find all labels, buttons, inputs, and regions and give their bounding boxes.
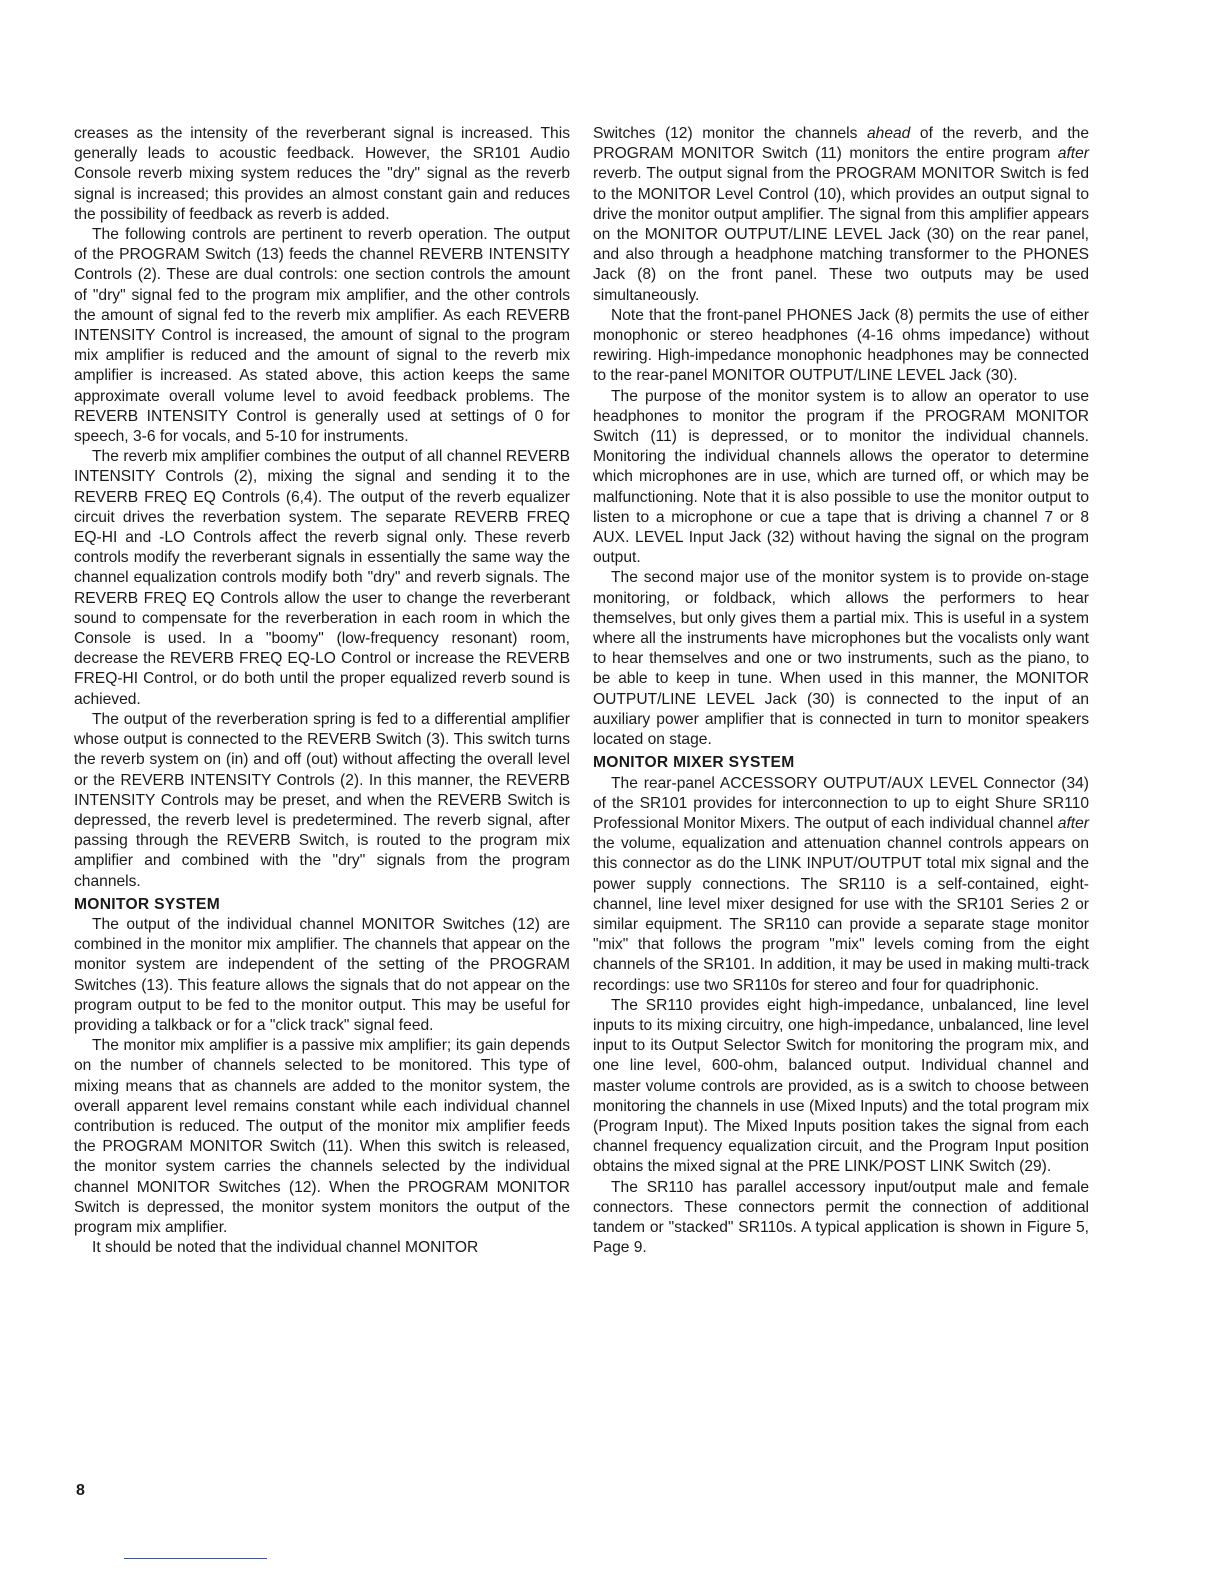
paragraph: Note that the front-panel PHONES Jack (8) permits the use of either monophonic or stereo headphones (4-16 ohms impedance) without rewiring. High-impedance monophonic headphones may be connected to the rear-panel MONITOR OUTPUT/LINE LEVEL Jack (30).	[593, 306, 1089, 385]
page-number: 8	[76, 1482, 85, 1499]
text-run: The rear-panel ACCESSORY OUTPUT/AUX LEVEL Connector (34) of the SR101 provides for interconnection to up to eight Shure SR110 Professional Monitor Mixers. The output of each individual channel	[593, 774, 1089, 832]
left-column	[74, 124, 570, 1258]
text-run: reverb. The output signal from the PROGRAM MONITOR Switch is fed to the MONITOR Level Control (10), which provides an output signal to drive the monitor output amplifier. The signal from this amplifier appears on the MONITOR OUTPUT/LINE LEVEL Jack (30) on the rear panel, and also through a headphone matching transformer to the PHONES Jack (8) on the front panel. These two outputs may be used simultaneously.	[593, 165, 1089, 304]
paragraph: The following controls are pertinent to reverb operation. The output of the PROGRAM Switch (13) feeds the channel REVERB INTENSITY Controls (2). These are dual controls: one section controls the amount of "dry" signal fed to the program mix amplifier, and the other controls the amount of signal fed to the reverb mix amplifier. As each REVERB INTENSITY Control is increased, the amount of signal to the program mix amplifier is reduced and the amount of signal to the reverb mix amplifier is increased. As stated above, this action keeps the same approximate overall volume level to avoid feedback problems. The REVERB INTENSITY Control is generally used at settings of 0 for speech, 3-6 for vocals, and 5-10 for instruments.	[74, 226, 570, 446]
paragraph: The SR110 has parallel accessory input/output male and female connectors. These connectors permit the connection of additional tandem or "stacked" SR110s. A typical application is shown in Figure 5, Page 9.	[593, 1178, 1089, 1257]
section-heading-monitor-system: MONITOR SYSTEM	[74, 895, 220, 913]
emphasis: after	[1057, 145, 1089, 163]
emphasis: after	[1057, 814, 1089, 832]
footer-rule	[124, 1558, 267, 1559]
paragraph: The purpose of the monitor system is to allow an operator to use headphones to monitor the program if the PROGRAM MONITOR Switch (11) is depressed, or to monitor the individual channels. Monitoring the individual channels allows the operator to determine which microphones are in use, which are turned off, or which may be malfunctioning. Note that it is also possible to use the monitor output to listen to a microphone or cue a tape that is driving a channel 7 or 8 AUX. LEVEL Input Jack (32) without having the signal on the program output.	[593, 387, 1089, 567]
paragraph: The second major use of the monitor system is to provide on-stage monitoring, or foldback, which allows the performers to hear themselves, but only gives them a partial mix. This is useful in a system where all the instruments have microphones but the vocalists only want to hear themselves and one or two instruments, such as the piano, to be able to keep in tune. When used in this manner, the MONITOR OUTPUT/LINE LEVEL Jack (30) is connected to the input of an auxiliary power amplifier that is connected in turn to monitor speakers located on stage.	[593, 569, 1089, 749]
paragraph: It should be noted that the individual channel MONITOR	[92, 1239, 479, 1257]
section-heading-monitor-mixer-system: MONITOR MIXER SYSTEM	[593, 754, 795, 772]
paragraph: The output of the individual channel MONITOR Switches (12) are combined in the monitor mix amplifier. The channels that appear on the monitor system are independent of the setting of the PROGRAM Switches (13). This feature allows the signals that do not appear on the program output to be fed to the monitor output. This may be useful for providing a talkback or for a "click track" signal feed.	[74, 915, 570, 1034]
text-run: Switches (12) monitor the channels	[593, 125, 867, 142]
emphasis: ahead	[866, 125, 911, 142]
text-run: of the reverb, and the PROGRAM MONITOR Switch (11) monitors the entire program	[593, 125, 1089, 163]
paragraph: creases as the intensity of the reverberant signal is increased. This generally leads to acoustic feedback. However, the SR101 Audio Console reverb mixing system reduces the "dry" signal as the reverb signal is increased; this provides an almost constant gain and reduces the possibility of feedback as reverb is added.	[74, 125, 570, 223]
paragraph: The reverb mix amplifier combines the output of all channel REVERB INTENSITY Controls (2), mixing the signal and sending it to the REVERB FREQ EQ Controls (6,4). The output of the reverb equalizer circuit drives the reverbation system. The separate REVERB FREQ EQ-HI and -LO Controls affect the reverb signal only. These reverb controls modify the reverberant signals in essentially the same way the channel equalization controls modify both "dry" and reverb signals. The REVERB FREQ EQ Controls allow the user to change the reverberant sound to compensate for the reverberation in each room in which the Console is used. In a "boomy" (low-frequency resonant) room, decrease the REVERB FREQ EQ-LO Control or increase the REVERB FREQ-HI Control, or do both until the proper equalized reverb sound is achieved.	[74, 448, 570, 708]
paragraph	[593, 774, 1089, 996]
right-column	[593, 124, 1089, 1258]
paragraph	[593, 124, 1089, 306]
text-run: the volume, equalization and attenuation channel controls appears on this connector as do the LINK INPUT/OUTPUT total mix signal and the power supply connections. The SR110 is a self-contained, eight-channel, line level mixer designed for use with the SR101 Series 2 or similar equipment. The SR110 can provide a separate stage monitor "mix" that follows the program "mix" levels coming from the eight channels of the SR101. In addition, it may be used in making multi-track recordings: use two SR110s for stereo and four for quadriphonic.	[593, 835, 1089, 994]
paragraph: The output of the reverberation spring is fed to a differential amplifier whose output is connected to the REVERB Switch (3). This switch turns the reverb system on (in) and off (out) without affecting the overall level or the REVERB INTENSITY Controls (2). In this manner, the REVERB INTENSITY Controls may be preset, and when the REVERB Switch is depressed, the reverb level is predetermined. The reverb signal, after passing through the REVERB Switch, is routed to the program mix amplifier and combined with the "dry" signals from the program channels.	[74, 710, 570, 890]
paragraph: The SR110 provides eight high-impedance, unbalanced, line level inputs to its mixing circuitry, one high-impedance, unbalanced, line level input to its Output Selector Switch for monitoring the program mix, and one line level, 600-ohm, balanced output. Individual channel and master volume controls are provided, as is a switch to choose between monitoring the channels in use (Mixed Inputs) and the total program mix (Program Input). The Mixed Inputs position takes the signal from each channel frequency equalization circuit, and the Program Input position obtains the mixed signal at the PRE LINK/POST LINK Switch (29).	[593, 996, 1089, 1176]
paragraph: The monitor mix amplifier is a passive mix amplifier; its gain depends on the number of channels selected to be monitored. This type of mixing means that as channels are added to the monitor system, the overall apparent level remains constant while each individual channel contribution is reduced. The output of the monitor mix amplifier feeds the PROGRAM MONITOR Switch (11). When this switch is released, the monitor system carries the channels selected by the individual channel MONITOR Switches (12). When the PROGRAM MONITOR Switch is depressed, the monitor system monitors the output of the program mix amplifier.	[74, 1037, 570, 1236]
